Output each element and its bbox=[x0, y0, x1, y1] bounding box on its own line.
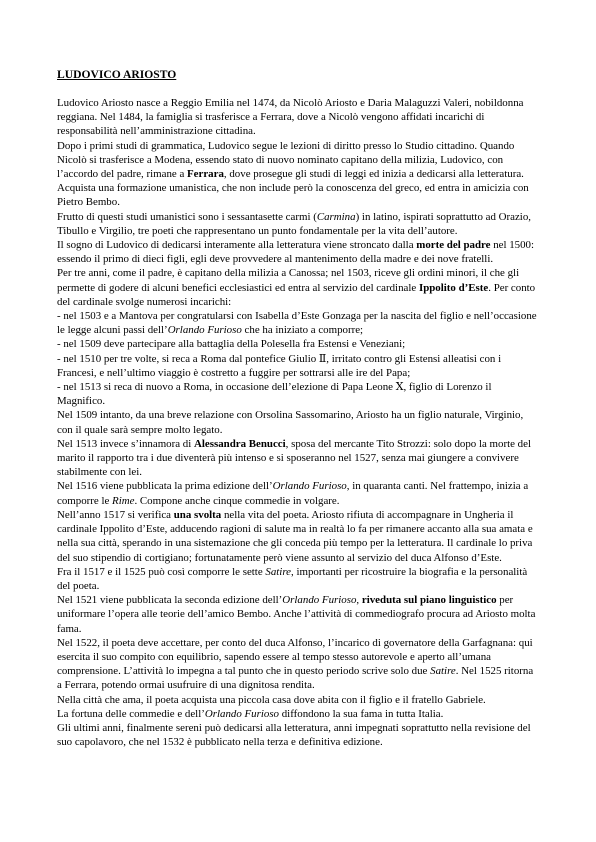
italic-text: Orlando Furioso bbox=[204, 707, 279, 720]
text-run: Il sogno di Ludovico di dedicarsi interamente alla letteratura viene stroncato dalla bbox=[57, 239, 417, 252]
paragraph bbox=[57, 565, 540, 593]
bold-text: una svolta bbox=[173, 508, 222, 521]
text-run: Per tre anni, come il padre, è capitano della milizia a Canossa; nel 1503, riceve gli ordini minori, il che gli permette di godere di alcuni benefici ecclesiastici ed entra al servizio del cardinale bbox=[57, 267, 520, 294]
text-run: , bbox=[356, 594, 362, 607]
italic-text: Orlando Furioso bbox=[167, 324, 242, 337]
text-run: Nel 1522, il poeta deve accettare, per conto del duca Alfonso, l’incarico di governatore della Garfagnana: qui esercita il suo compito con equilibrio, sapendo essere al tempo stesso autorevole e aperto all’umana comprensione. L’attività lo impegna a tal punto che in questo periodo scrive solo due bbox=[57, 636, 533, 678]
text-run: Nel 1513 invece s’innamora di bbox=[57, 437, 194, 450]
text-run: Nel 1509 intanto, da una breve relazione con Orsolina Sassomarino, Ariosto ha un figlio naturale, Virginio, con il quale sarà sempre molto legato. bbox=[57, 409, 524, 436]
paragraph bbox=[57, 266, 540, 309]
paragraph bbox=[57, 593, 540, 636]
text-run: , dove prosegue gli studi di leggi ed inizia a dedicarsi alla letteratura. Acquista una formazione umanistica, che non include però la conoscenza del greco, ed entra in amicizia con Pietro Bembo. bbox=[57, 168, 529, 209]
paragraph bbox=[57, 139, 540, 210]
italic-text: Orlando Furioso bbox=[272, 480, 347, 493]
paragraph bbox=[57, 210, 540, 238]
text-run: Nella città che ama, il poeta acquista una piccola casa dove abita con il figlio e il fratello Gabriele. bbox=[57, 693, 486, 706]
paragraph bbox=[57, 352, 540, 380]
paragraph bbox=[57, 309, 540, 337]
text-run: Dopo i primi studi di grammatica, Ludovico segue le lezioni di diritto presso lo Studio cittadino. Quando Nicolò si trasferisce a Modena, essendo stato di nuovo nominato capitano della milizia, Ludovico, con l’accordo del padre, rimane a bbox=[57, 139, 515, 181]
paragraph bbox=[57, 508, 540, 565]
bold-text: Alessandra Benucci bbox=[194, 437, 286, 450]
text-run: - nel 1503 e a Mantova per congratularsi con Isabella d’Este Gonzaga per la nascita del figlio e nell’occasione le legge alcuni passi dell’ bbox=[57, 310, 537, 337]
document-title: LUDOVICO ARIOSTO bbox=[57, 68, 177, 81]
text-run: . Nel 1525 ritorna a Ferrara, potendo ormai usufruire di una dignitosa rendita. bbox=[57, 665, 534, 692]
text-run: - nel 1510 per tre volte, si reca a Roma dal pontefice Giulio Ⅱ, irritato contro gli Estensi alleatisi con i Francesi, e nell’ultimo viaggio è costretto a fuggire per sottrarsi alle ire del Papa; bbox=[57, 352, 502, 379]
text-run: - nel 1509 deve partecipare alla battaglia della Polesella fra Estensi e Veneziani; bbox=[57, 338, 406, 351]
text-run: - nel 1513 si reca di nuovo a Roma, in occasione dell’elezione di Papa Leone Ⅹ, figlio di Lorenzo il Magnifico. bbox=[57, 381, 492, 408]
text-run: Nell’anno 1517 si verifica bbox=[57, 508, 174, 521]
text-run: , sposa del mercante Tito Strozzi: solo dopo la morte del marito il rapporto tra i due diventerà più intenso e si sposeranno nel 1527, senza mai giungere a convivere stabilmente con lei. bbox=[57, 437, 531, 479]
paragraph bbox=[57, 479, 540, 507]
text-run: La fortuna delle commedie e dell’ bbox=[57, 707, 205, 720]
text-run: diffondono la sua fama in tutta Italia. bbox=[279, 707, 444, 720]
text-run: ) in latino, ispirati soprattutto ad Orazio, Tibullo e Virgilio, tre poeti che rappresentano un punto fondamentale per la vita dell’autore. bbox=[57, 210, 531, 237]
text-run: . Per conto del cardinale svolge numerosi incarichi: bbox=[57, 281, 536, 308]
italic-text: Rime bbox=[112, 494, 135, 507]
text-run: Ludovico Ariosto nasce a Reggio Emilia nel 1474, da Nicolò Ariosto e Daria Malaguzzi Valeri, nobildonna reggiana. Nel 1484, la famiglia si trasferisce a Ferrara, dove a Nicolò vengono affidati incarichi di responsabilità nell’amministrazione cittadina. bbox=[57, 97, 524, 138]
bold-text: morte del padre bbox=[416, 239, 491, 252]
paragraph bbox=[57, 721, 540, 749]
italic-text: Orlando Furioso bbox=[282, 594, 357, 607]
paragraph bbox=[57, 693, 540, 707]
text-run: per uniformare l’opera alle teorie dell’amico Bembo. Anche l’attività di commediografo procura ad Ariosto molta fama. bbox=[57, 594, 536, 635]
text-run: che ha iniziato a comporre; bbox=[241, 324, 364, 337]
paragraph bbox=[57, 337, 540, 351]
document-body bbox=[57, 96, 540, 749]
text-run: , in quaranta canti. Nel frattempo, inizia a comporre le bbox=[57, 480, 529, 507]
italic-text: Carmina bbox=[316, 210, 356, 223]
text-run: nel 1500: essendo il primo di dieci figli, egli deve provvedere al mantenimento della madre e dei nove fratelli. bbox=[57, 239, 535, 266]
paragraph bbox=[57, 238, 540, 266]
paragraph bbox=[57, 96, 540, 139]
text-run: Nel 1521 viene pubblicata la seconda edizione dell’ bbox=[57, 594, 283, 607]
text-run: nella vita del poeta. Ariosto rifiuta di accompagnare in Ungheria il cardinale Ippolito d’Este, adducendo ragioni di salute ma in realtà lo fa per rimanere accanto alla sua amata e nella sua città, sperando in una sistemazione che gli conceda più tempo per la letteratura. Il cardinale lo priva del suo stipendio di cortigiano; fortunatamente però viene assunto al servizio del duca Alfonso d’Este. bbox=[57, 508, 533, 564]
paragraph bbox=[57, 380, 540, 408]
text-run: Gli ultimi anni, finalmente sereni può dedicarsi alla letteratura, anni impegnati soprattutto nella revisione del suo capolavoro, che nel 1532 è pubblicato nella terza e definitiva edizione. bbox=[57, 721, 531, 749]
text-run: , importanti per ricostruire la biografia e la personalità del poeta. bbox=[57, 565, 528, 592]
text-run: . Compone anche cinque commedie in volgare. bbox=[134, 494, 340, 507]
paragraph bbox=[57, 636, 540, 693]
bold-text: Ferrara bbox=[187, 168, 224, 181]
bold-text: Ippolito d’Este bbox=[418, 281, 489, 294]
paragraph bbox=[57, 437, 540, 480]
text-run: Fra il 1517 e il 1525 può così comporre le sette bbox=[57, 565, 266, 578]
text-run: Nel 1516 viene pubblicata la prima edizione dell’ bbox=[57, 480, 273, 493]
italic-text: Satire bbox=[430, 665, 456, 678]
paragraph bbox=[57, 408, 540, 436]
paragraph bbox=[57, 707, 540, 721]
text-run: Frutto di questi studi umanistici sono i sessantasette carmi ( bbox=[57, 210, 317, 223]
italic-text: Satire bbox=[265, 565, 292, 578]
bold-text: riveduta sul piano linguistico bbox=[361, 594, 497, 607]
